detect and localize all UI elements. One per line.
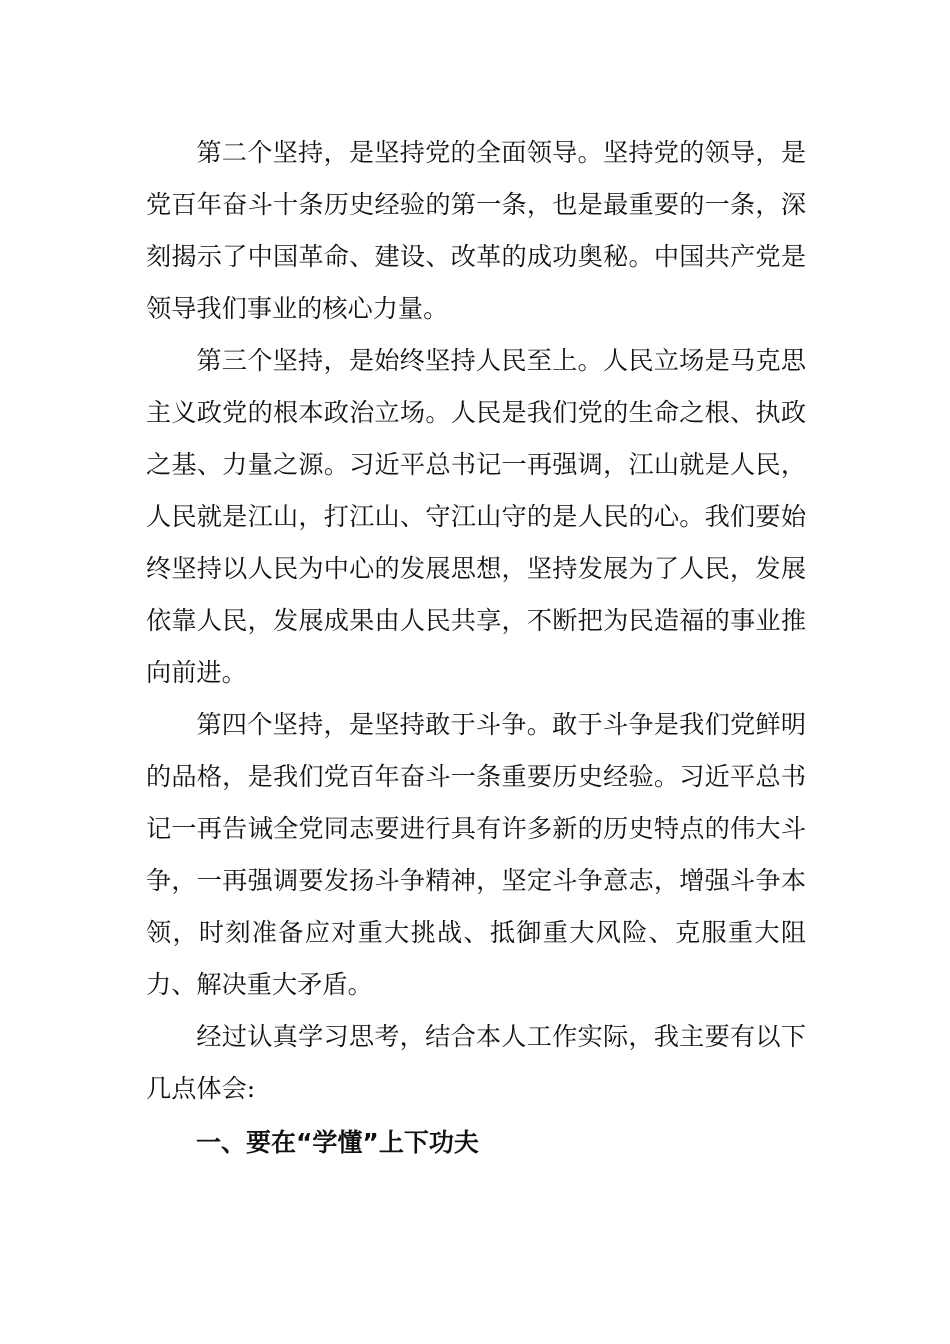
paragraph-fourth-adherence: 第四个坚持，是坚持敢于斗争。敢于斗争是我们党鲜明的品格，是我们党百年奋斗一条重要历史经验。习近平总书记一再告诫全党同志要进行具有许多新的历史特点的伟大斗争，一再强调要发扬斗争精神，坚定斗争意志，增强斗争本领，时刻准备应对重大挑战、抵御重大风险、克服重大阻力、解决重大矛盾。: [146, 710, 806, 999]
paragraph-third-adherence: 第三个坚持，是始终坚持人民至上。人民立场是马克思主义政党的根本政治立场。人民是我们党的生命之根、执政之基、力量之源。习近平总书记一再强调，江山就是人民，人民就是江山，打江山、守江山守的是人民的心。我们要始终坚持以人民为中心的发展思想，坚持发展为了人民，发展依靠人民，发展成果由人民共享，不断把为民造福的事业推向前进。: [146, 346, 806, 687]
section-heading-1: 一、要在“学懂”上下功夫: [196, 1128, 479, 1157]
paragraph-reflection-intro: 经过认真学习思考，结合本人工作实际，我主要有以下几点体会:: [146, 1022, 806, 1103]
paragraph-second-adherence: 第二个坚持，是坚持党的全面领导。坚持党的领导，是党百年奋斗十条历史经验的第一条，也是最重要的一条，深刻揭示了中国革命、建设、改革的成功奥秘。中国共产党是领导我们事业的核心力量。: [146, 138, 806, 323]
document-body: [146, 127, 806, 1169]
